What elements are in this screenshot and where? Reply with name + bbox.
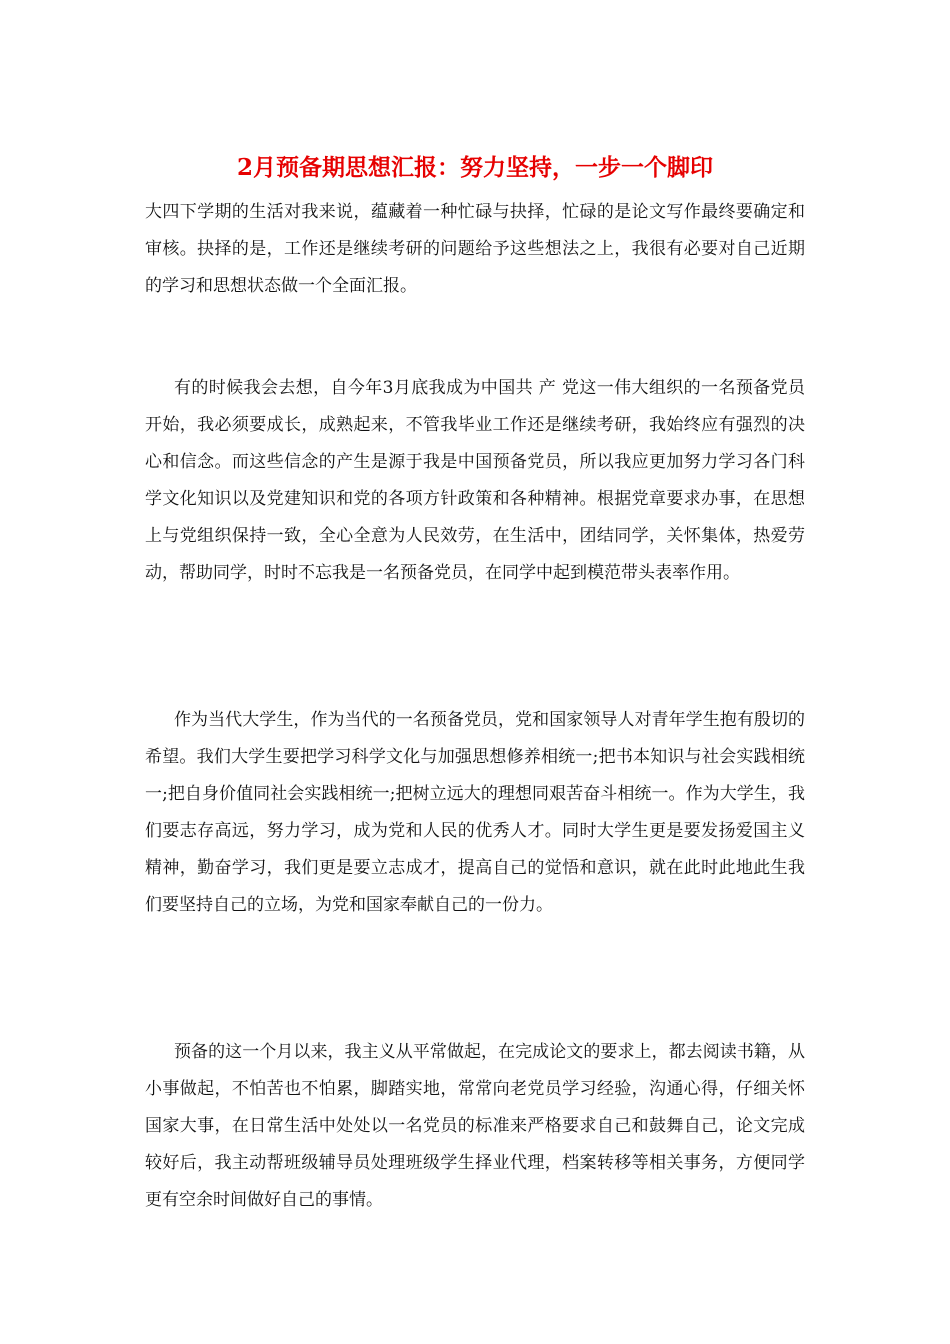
paragraph-4: 预备的这一个月以来，我主义从平常做起，在完成论文的要求上，都去阅读书籍，从小事做起，不怕苦也不怕累，脚踏实地，常常向老党员学习经验，沟通心得，仔细关怀国家大事，在日常生活中处处以一名党员的标准来严格要求自己和鼓舞自己，论文完成较好后，我主动帮班级辅导员处理班级学生择业代理，档案转移等相关事务，方便同学更有空余时间做好自己的事情。 [145,1042,805,1210]
paragraph-2: 有的时候我会去想，自今年3月底我成为中国共 产 党这一伟大组织的一名预备党员开始，我必须要成长，成熟起来，不管我毕业工作还是继续考研，我始终应有强烈的决心和信念。而这些信念的产生是源于我是中国预备党员，所以我应更加努力学习各门科学文化知识以及党建知识和党的各项方针政策和各种精神。根据党章要求办事，在思想上与党组织保持一致，全心全意为人民效劳，在生活中，团结同学，关怀集体，热爱劳动，帮助同学，时时不忘我是一名预备党员，在同学中起到模范带头表率作用。 [145,378,805,583]
paragraph-3: 作为当代大学生，作为当代的一名预备党员，党和国家领导人对青年学生抱有殷切的希望。我们大学生要把学习科学文化与加强思想修养相统一;把书本知识与社会实践相统一;把自身价值同社会实践相统一;把树立远大的理想同艰苦奋斗相统一。作为大学生，我们要志存高远，努力学习，成为党和人民的优秀人才。同时大学生更是要发扬爱国主义精神，勤奋学习，我们更是要立志成才，提高自己的觉悟和意识，就在此时此地此生我们要坚持自己的立场，为党和国家奉献自己的一份力。 [145,710,805,915]
paragraph-1: 大四下学期的生活对我来说，蕴藏着一种忙碌与抉择，忙碌的是论文写作最终要确定和审核。抉择的是，工作还是继续考研的问题给予这些想法之上，我很有必要对自己近期的学习和思想状态做一个全面汇报。 [145,202,805,296]
document-title: 2月预备期思想汇报：努力坚持，一步一个脚印 [236,154,713,181]
